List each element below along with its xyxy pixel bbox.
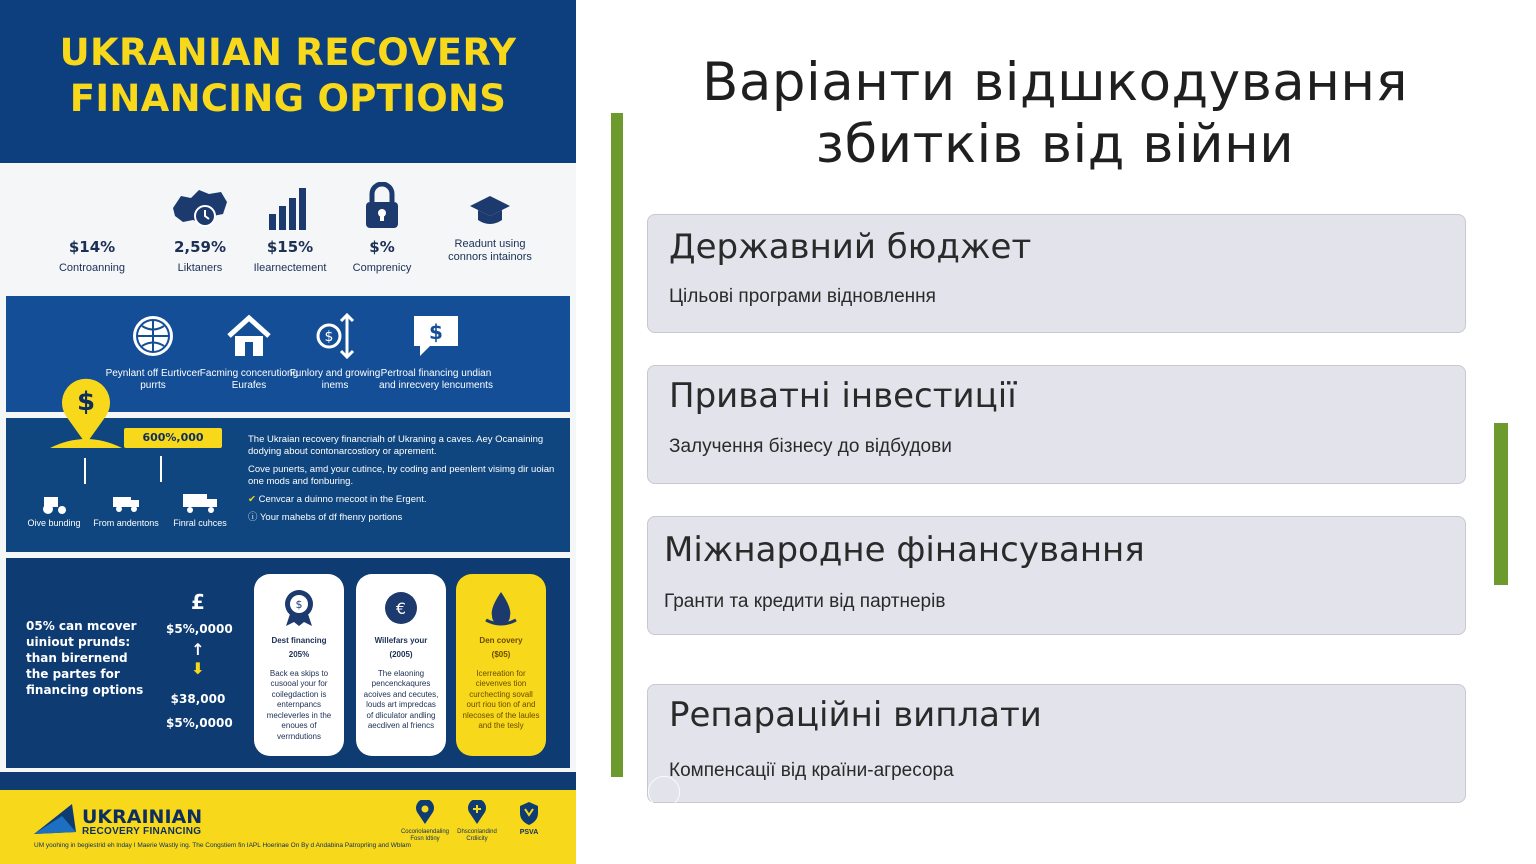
down-arrow-icon: ⬇ xyxy=(191,659,205,678)
svg-text:$: $ xyxy=(76,387,96,417)
tractor-icon xyxy=(14,488,94,518)
footer-icon: PSVA xyxy=(504,800,554,836)
option-card-state-budget[interactable] xyxy=(647,214,1466,333)
option-title: Державний бюджет xyxy=(669,227,1032,267)
graduation-cap-icon xyxy=(436,180,544,230)
globe-icon xyxy=(98,310,208,362)
svg-text:$: $ xyxy=(324,329,334,345)
left-accent-bar xyxy=(611,113,623,777)
svg-text:$: $ xyxy=(429,320,443,344)
option-card-international-financing[interactable] xyxy=(647,516,1466,635)
stat-item: $% Comprenicy xyxy=(328,180,436,275)
footer-icon: Dhsconlandind Crdiicity xyxy=(452,800,502,843)
infographic-title: UKRANIAN RECOVERY FINANCING OPTIONS xyxy=(59,31,517,120)
right-accent-bar xyxy=(1494,423,1508,585)
panel-item: $ Funlory and growing inems xyxy=(280,310,390,392)
info-icon: ⓘ xyxy=(248,512,260,523)
brand-logo-icon xyxy=(32,802,78,836)
infographic-image xyxy=(0,0,576,864)
option-card: € Willefars your (2005) The elaoning pencenckaqures acoives and cecutes, louds art impredcas of dliculator andling aecdiven al friencs xyxy=(356,574,446,756)
recovery-description: The Ukraian recovery financrialh of Ukraning a caves. Aey Ocanaining dodying about contonarcostiory or aprement. Cove punerts, amd your cutince, by coding and peenlent visimg dir uoian one mods and fonburing. ✔ Cenvcar a duinno rnecoot in the Ergent. ⓘ Your mahebs of df fhenry portions xyxy=(248,434,555,523)
euro-icon xyxy=(382,588,420,628)
decorative-ring xyxy=(648,776,680,808)
option-card-private-investment[interactable] xyxy=(647,365,1466,484)
stat-item: Readunt using connors intainors xyxy=(436,180,544,264)
badge-icon xyxy=(280,588,318,628)
panel-item: $ Pertroal financing undian and inrecvery lencuments xyxy=(378,310,494,392)
infographic-banner xyxy=(0,0,576,163)
option-subtitle: Гранти та кредити від партнерів xyxy=(664,591,946,612)
option-title: Репараційні виплати xyxy=(669,695,1042,735)
dollar-pin-icon xyxy=(50,374,122,450)
dollar-exchange-icon xyxy=(280,310,390,362)
map-pin-icon xyxy=(414,800,436,826)
up-arrow-icon: ↑ xyxy=(191,640,205,659)
stat-item: 2,59% Liktaners xyxy=(146,180,254,275)
option-card: Den covery ($05) Icerreation for cievenves tion curchecting sovall ourt riou tion of and nlecoses of the laules and the tesly xyxy=(456,574,546,756)
panel-item: Peynlant off Eurtivcer purrts xyxy=(98,310,208,392)
shield-icon xyxy=(518,800,540,826)
location-icon xyxy=(466,800,488,826)
option-title: Міжнародне фінансування xyxy=(664,530,1145,570)
check-icon: ✔ xyxy=(248,494,259,505)
panel2-item: From andentons xyxy=(86,488,166,528)
option-subtitle: Залучення бізнесу до відбудови xyxy=(669,436,952,457)
footer-icon: Cocoriolaendaling Fosn Idtiny xyxy=(400,800,450,843)
values-column: £ $5%,0000 ↑ ⬇ $38,000 $5%,0000 xyxy=(166,590,233,730)
option-subtitle: Компенсації від країни-агресора xyxy=(669,760,954,781)
panel2-item: Finral cuhces xyxy=(160,488,240,528)
stat-item: $15% Ilearnectement xyxy=(236,180,344,275)
pound-icon: £ xyxy=(191,590,205,614)
footer-fine-print: UM yoohing in begiestrid eh lnday I Maerie Wastly ing. The Congstiem fin IAPL Hoerinae On By d Andabina Patroprling and Wblam xyxy=(34,842,411,849)
option-card: $ Dest financing 205% Back ea skips to cusooal your for coilegdaction is enternpancs mecleverles in the enoues of verrndutions xyxy=(254,574,344,756)
map-clock-icon xyxy=(38,180,146,230)
amount-badge: 600%,000 xyxy=(124,428,222,448)
brand-name: UKRAINIAN xyxy=(82,806,203,828)
option-card-reparations[interactable] xyxy=(647,684,1466,803)
slide-title: Варіанти відшкодування збитків від війни xyxy=(702,52,1408,175)
truck-icon xyxy=(86,488,166,518)
svg-text:$: $ xyxy=(295,598,303,611)
brand-subtitle: RECOVERY FINANCING xyxy=(82,826,202,837)
options-summary: 05% can mcover uiniout prunds: than birernend the partes for financing options xyxy=(26,619,144,697)
panel2-item: Oive bunding xyxy=(14,488,94,528)
drop-icon xyxy=(482,588,520,628)
connector-line xyxy=(84,458,86,484)
svg-text:€: € xyxy=(395,599,407,618)
option-title: Приватні інвестиції xyxy=(669,376,1017,416)
delivery-truck-icon xyxy=(160,488,240,518)
connector-line xyxy=(160,456,162,482)
panel-item: Facming concerutiong Eurafes xyxy=(194,310,304,392)
option-subtitle: Цільові програми відновлення xyxy=(669,286,936,307)
dollar-speech-icon xyxy=(378,310,494,362)
stat-item: $14% Controanning xyxy=(38,180,146,275)
lock-icon xyxy=(328,180,436,230)
